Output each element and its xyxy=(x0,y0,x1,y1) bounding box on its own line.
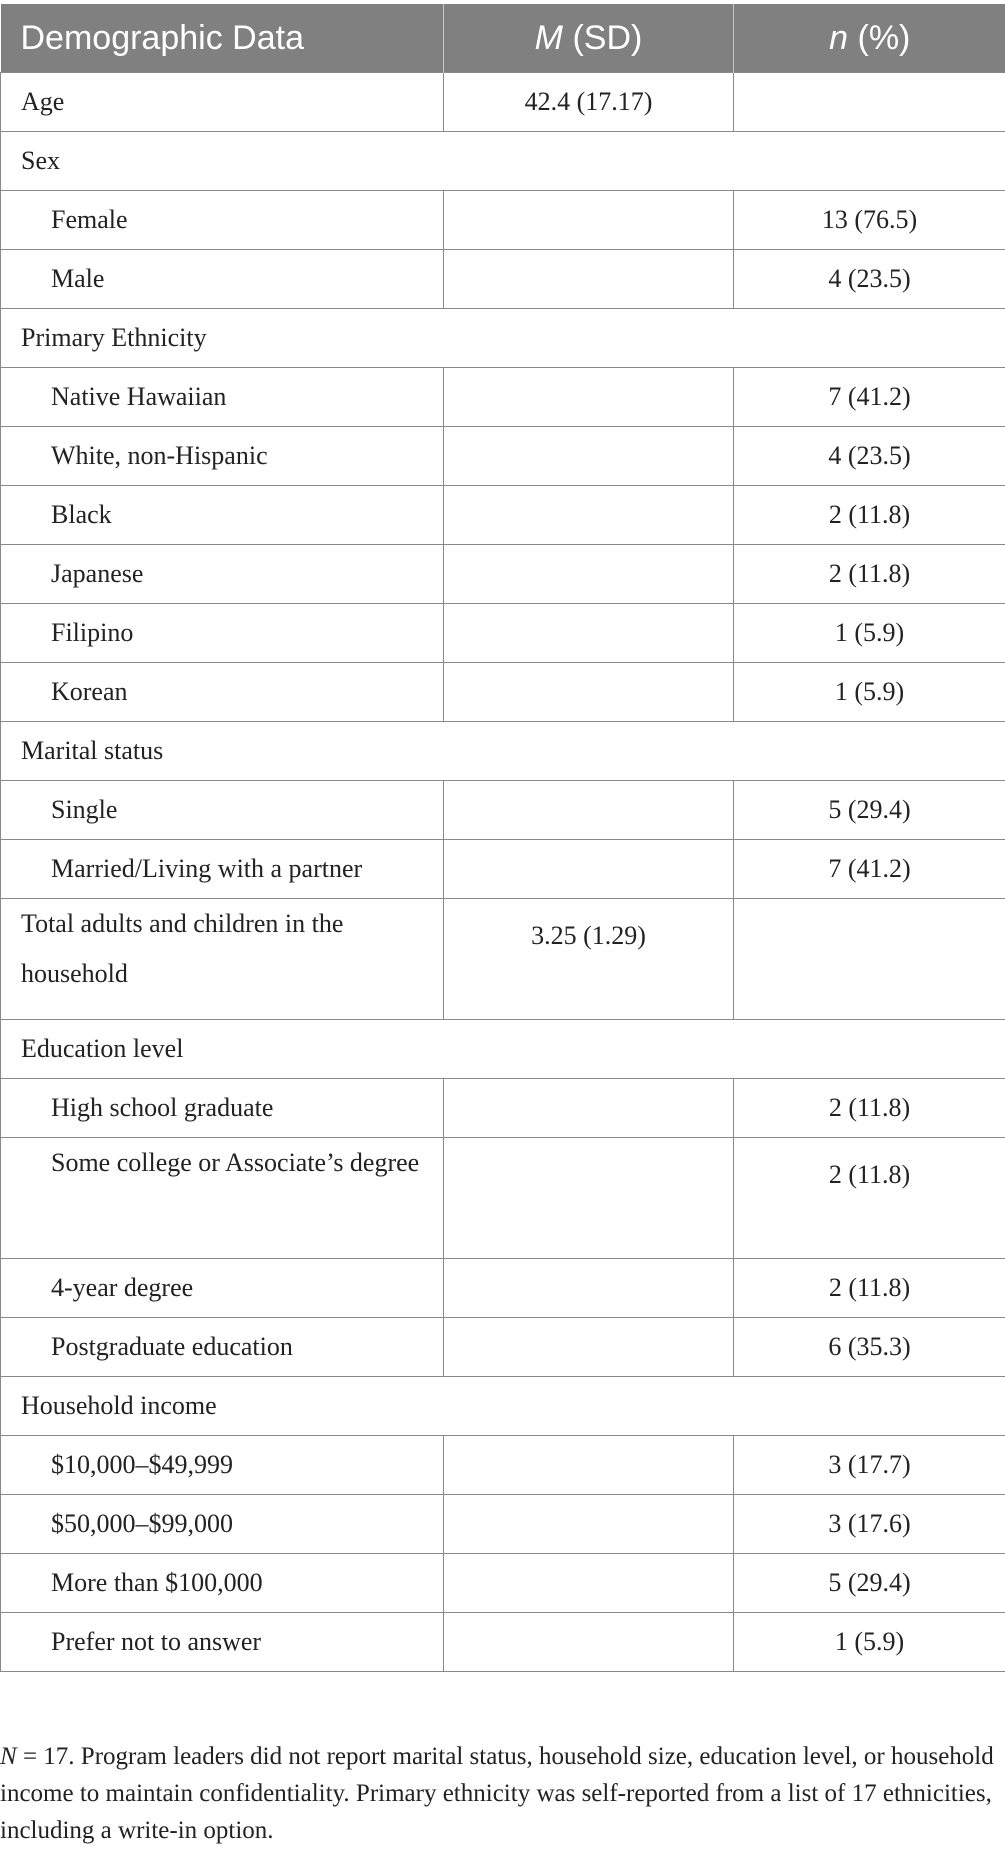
row-mean-sd xyxy=(444,427,734,486)
header-mean-symbol: M xyxy=(535,19,563,57)
row-mean-sd xyxy=(444,1079,734,1138)
table-row xyxy=(1,663,1005,722)
table-group-row xyxy=(1,722,1005,781)
table-row xyxy=(1,73,1005,132)
row-label: Total adults and children in the household xyxy=(1,899,444,1020)
row-mean-sd xyxy=(444,1613,734,1672)
table-header-row xyxy=(1,4,1005,73)
table-row xyxy=(1,1495,1005,1554)
table-row xyxy=(1,427,1005,486)
row-n-percent xyxy=(734,73,1005,132)
table-row xyxy=(1,486,1005,545)
row-mean-sd xyxy=(444,191,734,250)
table-row xyxy=(1,191,1005,250)
row-n-percent: 3 (17.7) xyxy=(734,1436,1005,1495)
row-mean-sd xyxy=(444,545,734,604)
table-row xyxy=(1,368,1005,427)
table-row xyxy=(1,604,1005,663)
table-row xyxy=(1,899,1005,1020)
row-mean-sd: 42.4 (17.17) xyxy=(444,73,734,132)
row-label: Black xyxy=(1,486,444,545)
header-demographic-data: Demographic Data xyxy=(1,4,444,73)
table-row xyxy=(1,545,1005,604)
row-label: Male xyxy=(1,250,444,309)
row-label: $50,000–$99,000 xyxy=(1,1495,444,1554)
header-n-percent xyxy=(734,4,1005,73)
row-mean-sd xyxy=(444,663,734,722)
row-mean-sd xyxy=(444,840,734,899)
row-label: Single xyxy=(1,781,444,840)
row-label: More than $100,000 xyxy=(1,1554,444,1613)
row-label: Some college or Associate’s degree xyxy=(1,1138,444,1259)
row-n-percent: 7 (41.2) xyxy=(734,840,1005,899)
group-label: Sex xyxy=(1,132,1005,191)
row-label: Filipino xyxy=(1,604,444,663)
demographics-table xyxy=(0,4,1005,1672)
table-row xyxy=(1,1613,1005,1672)
row-label: Married/Living with a partner xyxy=(1,840,444,899)
row-n-percent: 2 (11.8) xyxy=(734,1138,1005,1259)
table-row xyxy=(1,1079,1005,1138)
row-mean-sd xyxy=(444,1495,734,1554)
row-n-percent: 4 (23.5) xyxy=(734,427,1005,486)
row-n-percent xyxy=(734,899,1005,1020)
row-mean-sd xyxy=(444,250,734,309)
row-mean-sd xyxy=(444,1554,734,1613)
row-label: $10,000–$49,999 xyxy=(1,1436,444,1495)
group-label: Household income xyxy=(1,1377,1005,1436)
row-n-percent: 2 (11.8) xyxy=(734,1079,1005,1138)
table-row xyxy=(1,1318,1005,1377)
row-mean-sd xyxy=(444,1436,734,1495)
group-label: Primary Ethnicity xyxy=(1,309,1005,368)
row-n-percent: 2 (11.8) xyxy=(734,545,1005,604)
row-label: 4-year degree xyxy=(1,1259,444,1318)
table-row xyxy=(1,781,1005,840)
group-label: Education level xyxy=(1,1020,1005,1079)
table-group-row xyxy=(1,309,1005,368)
header-sd-text: (SD) xyxy=(563,19,642,57)
row-mean-sd xyxy=(444,1138,734,1259)
table-row xyxy=(1,250,1005,309)
row-label: Age xyxy=(1,73,444,132)
row-n-percent: 1 (5.9) xyxy=(734,1613,1005,1672)
table-row xyxy=(1,1436,1005,1495)
row-n-percent: 6 (35.3) xyxy=(734,1318,1005,1377)
row-label: Korean xyxy=(1,663,444,722)
table-footnote xyxy=(0,1738,1000,1849)
row-mean-sd xyxy=(444,604,734,663)
row-n-percent: 2 (11.8) xyxy=(734,486,1005,545)
table-row xyxy=(1,1259,1005,1318)
row-label: Female xyxy=(1,191,444,250)
row-label: Postgraduate education xyxy=(1,1318,444,1377)
row-n-percent: 7 (41.2) xyxy=(734,368,1005,427)
row-n-percent: 2 (11.8) xyxy=(734,1259,1005,1318)
row-label: High school graduate xyxy=(1,1079,444,1138)
header-n-symbol: n xyxy=(829,19,848,57)
table-group-row xyxy=(1,1020,1005,1079)
row-label: White, non-Hispanic xyxy=(1,427,444,486)
row-mean-sd xyxy=(444,486,734,545)
header-mean-sd xyxy=(444,4,734,73)
row-n-percent: 5 (29.4) xyxy=(734,781,1005,840)
row-label: Native Hawaiian xyxy=(1,368,444,427)
row-mean-sd xyxy=(444,1259,734,1318)
row-mean-sd xyxy=(444,781,734,840)
table-row xyxy=(1,840,1005,899)
table-group-row xyxy=(1,132,1005,191)
row-label: Japanese xyxy=(1,545,444,604)
row-label: Prefer not to answer xyxy=(1,1613,444,1672)
header-percent-text: (%) xyxy=(848,19,910,57)
row-n-percent: 3 (17.6) xyxy=(734,1495,1005,1554)
table-group-row xyxy=(1,1377,1005,1436)
row-n-percent: 1 (5.9) xyxy=(734,663,1005,722)
footnote-n-symbol: N xyxy=(0,1743,17,1770)
row-n-percent: 4 (23.5) xyxy=(734,250,1005,309)
table-row xyxy=(1,1138,1005,1259)
row-mean-sd xyxy=(444,368,734,427)
group-label: Marital status xyxy=(1,722,1005,781)
row-n-percent: 13 (76.5) xyxy=(734,191,1005,250)
row-mean-sd xyxy=(444,1318,734,1377)
row-n-percent: 5 (29.4) xyxy=(734,1554,1005,1613)
table-row xyxy=(1,1554,1005,1613)
row-mean-sd: 3.25 (1.29) xyxy=(444,899,734,1020)
footnote-text: = 17. Program leaders did not report marital status, household size, education level, or household income to maintain confidentiality. Primary ethnicity was self-reported from a list of 17 ethnicities, including a write-in option. xyxy=(0,1743,994,1844)
row-n-percent: 1 (5.9) xyxy=(734,604,1005,663)
